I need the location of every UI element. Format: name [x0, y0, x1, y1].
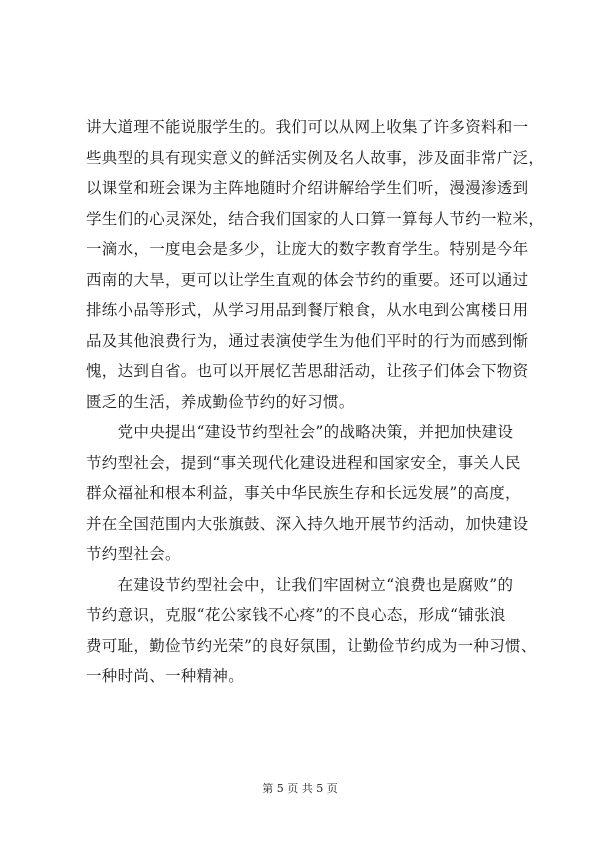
text-line: 西南的大旱，更可以让学生直观的体会节约的重要。还可以通过 — [86, 270, 529, 289]
text-line: 以课堂和班会课为主阵地随时介绍讲解给学生们听，漫漫渗透到 — [86, 179, 529, 197]
text-line: 些典型的具有现实意义的鲜活实例及名人故事，涉及面非常广泛， — [86, 148, 545, 167]
text-line: 节约意识，克服“花公家钱不心疼”的不良心态，形成“铺张浪 — [86, 606, 506, 624]
text-line: 费可耻，勤俭节约光荣”的良好氛围，让勤俭节约成为一种习惯、 — [86, 636, 537, 655]
text-line: 愧，达到自省。也可以开展忆苦思甜活动，让孩子们体会下物资 — [86, 362, 529, 380]
text-line: 一种时尚、一种精神。 — [86, 667, 245, 685]
text-line: 品及其他浪费行为，通过表演使学生为他们平时的行为而感到惭 — [86, 331, 529, 350]
text-line: 并在全国范围内大张旗鼓、深入持久地开展节约活动，加快建设 — [86, 514, 529, 533]
text-line: 群众福祉和根本利益，事关中华民族生存和长远发展”的高度， — [86, 484, 521, 502]
paragraph-1 — [86, 112, 545, 417]
text-line: 排练小品等形式，从学习用品到餐厅粮食，从水电到公寓楼日用 — [86, 301, 529, 319]
page-number-footer: 第 5 页 共 5 页 — [262, 782, 338, 795]
text-line: 党中央提出“建设节约型社会”的战略决策，并把加快建设 — [86, 423, 514, 441]
text-line: 节约型社会。 — [86, 545, 181, 563]
paragraph-3 — [86, 570, 537, 692]
text-line: 讲大道理不能说服学生的。我们可以从网上收集了许多资料和一 — [86, 118, 529, 136]
document-body — [86, 112, 545, 692]
text-line: 学生们的心灵深处，结合我们国家的人口算一算每人节约一粒米， — [86, 209, 545, 228]
text-line: 一滴水，一度电会是多少，让庞大的数字教育学生。特别是今年 — [86, 240, 529, 258]
text-line: 节约型社会，提到“事关现代化建设进程和国家安全，事关人民 — [86, 453, 521, 472]
text-line: 匮乏的生活，养成勤俭节约的好习惯。 — [86, 392, 355, 411]
text-line: 在建设节约型社会中，让我们牢固树立“浪费也是腐败”的 — [86, 575, 514, 594]
paragraph-2 — [86, 417, 529, 570]
